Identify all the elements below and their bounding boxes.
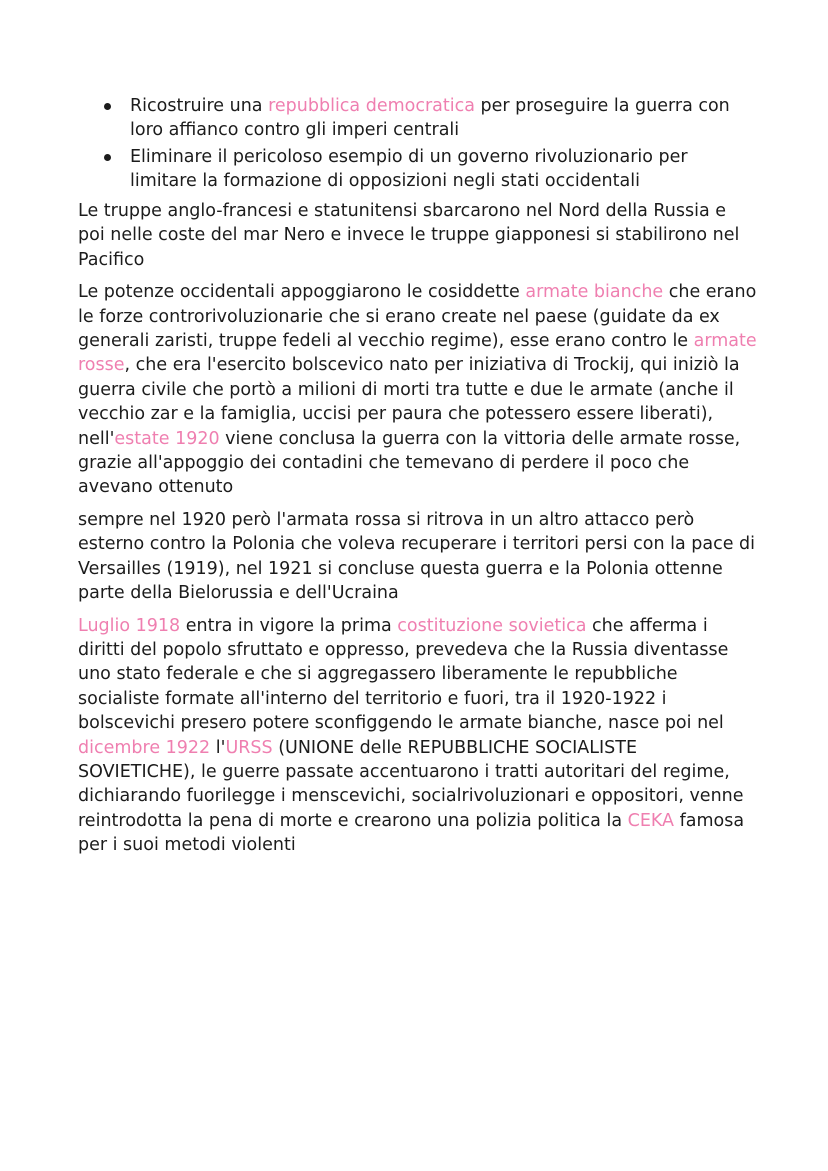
highlight-urss: URSS [225, 737, 273, 758]
highlight-armate-bianche: armate bianche [525, 282, 664, 303]
bullet-text: Eliminare il pericoloso esempio di un governo rivoluzionario per limitare la formazione di opposizioni negli stati occidentali [130, 147, 688, 191]
bullet-icon [104, 103, 111, 110]
paragraph-truppe: Le truppe anglo-francesi e statunitensi sbarcarono nel Nord della Russia e poi nelle coste del mar Nero e invece le truppe giapponesi si stabilirono nel Pacifico [78, 201, 740, 270]
bullet-text: per proseguire la guerra con loro affianco contro gli imperi centrali [130, 96, 730, 140]
paragraph-text: viene conclusa la guerra con la vittoria delle armate rosse, grazie all'appoggio dei contadini che temevano di perdere il poco che avevano ottenuto [78, 428, 741, 498]
paragraph-text: Le potenze occidentali appoggiarono le cosiddette [78, 282, 526, 303]
list-item [78, 94, 758, 142]
bullet-text: Ricostruire una [130, 96, 269, 116]
paragraph-polonia: sempre nel 1920 però l'armata rossa si ritrova in un altro attacco però esterno contro la Polonia che voleva recuperare i territori persi con la pace di Versailles (1919), nel 1921 si concluse questa guerra e la Polonia ottenne parte della Bielorussia e dell'Ucraina [78, 509, 755, 604]
paragraph-text: che erano le forze controrivoluzionarie che si erano create nel paese (guidate da ex generali zaristi, truppe fedeli al vecchio regime), esse erano contro le [78, 282, 757, 352]
paragraph-text: , che era l'esercito bolscevico nato per iniziativa di Trockij, qui iniziò la guerra civile che portò a milioni di morti tra tutte e due le armate (anche il vecchio zar e la famiglia, uccisi per paura che potessero essere liberati), nell' [78, 355, 740, 449]
list-item [78, 145, 758, 193]
highlight-repubblica-democratica: repubblica democratica [268, 96, 475, 116]
paragraph-text: famosa per i suoi metodi violenti [78, 810, 745, 856]
bullet-icon [104, 154, 111, 161]
bullet-list [78, 94, 758, 193]
paragraph-text: che afferma i diritti del popolo sfruttato e oppresso, prevedeva che la Russia diventasse uno stato federale e che si aggregassero liberamente le repubbliche socialiste formate all'interno del territorio e fuori, tra il 1920-1922 i bolscevichi presero potere sconfiggendo le armate bianche, nasce poi nel [78, 615, 729, 734]
paragraph-text: l' [210, 737, 226, 758]
highlight-luglio-1918: Luglio 1918 [78, 615, 181, 636]
highlight-costituzione-sovietica: costituzione sovietica [397, 615, 587, 636]
paragraph-costituzione [78, 614, 758, 858]
document-page [78, 94, 758, 866]
highlight-armate-rosse: armate rosse [78, 331, 757, 376]
highlight-estate-1920: estate 1920 [114, 428, 220, 449]
paragraph-text: entra in vigore la prima [180, 615, 398, 636]
highlight-dicembre-1922: dicembre 1922 [78, 737, 211, 758]
paragraph-potenze [78, 280, 758, 500]
highlight-ceka: CEKA [627, 810, 675, 831]
paragraph-text: (UNIONE delle REPUBBLICHE SOCIALISTE SOVIETICHE), le guerre passate accentuarono i tratti autoritari del regime, dichiarando fuorilegge i menscevichi, socialrivoluzionari e oppositori, venne reintrodotta la pena di morte e crearono una polizia politica la [78, 737, 744, 831]
